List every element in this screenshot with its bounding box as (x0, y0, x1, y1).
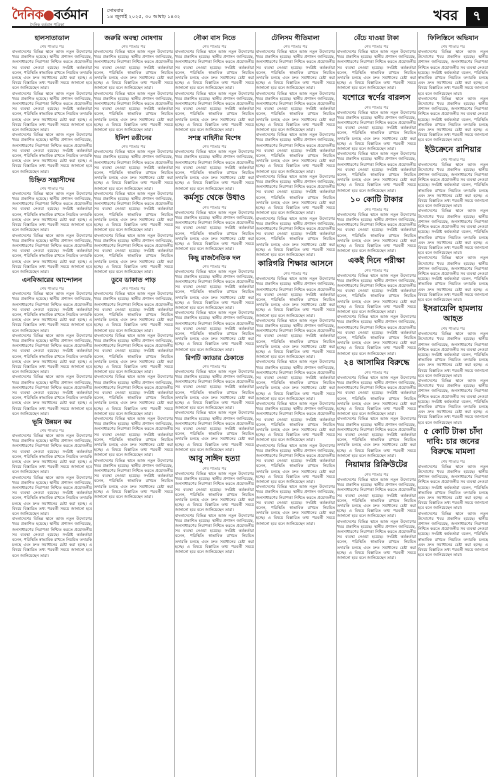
column-3: নৌকা বাস নিতে শেষ পাতার পর বাংলাদেশের বিভিন্ন স্থানে আজ নতুন উদ্যোগের খবর প্রকাশিত হয়েছে। স্থানীয় প্রশাসন জানিয়েছে, জনসাধারণের নিরাপত্তা নিশ্চিত করতে প্রয়োজনীয় সব ব্যবস্থা নেওয়া হয়েছে। সংশ্লিষ্ট কর্মকর্তারা বলেন, পরিস্থিতি স্বাভাবিক রাখতে নিয়মিত তদারকি চলছে এবং দ্রুত সমাধানের চেষ্টা করা হচ্ছে। এ বিষয়ে বিস্তারিত তথ্য পরবর্তী সময়ে জানানো হবে বলে জানিয়েছেন তারা। বাংলাদেশের বিভিন্ন স্থানে আজ নতুন উদ্যোগের খবর প্রকাশিত হয়েছে। স্থানীয় প্রশাসন জানিয়েছে, জনসাধারণের নিরাপত্তা নিশ্চিত করতে প্রয়োজনীয় সব ব্যবস্থা নেওয়া হয়েছে। সংশ্লিষ্ট কর্মকর্তারা বলেন, পরিস্থিতি স্বাভাবিক রাখতে নিয়মিত তদারকি চলছে এবং দ্রুত সমাধানের চেষ্টা করা হচ্ছে। এ বিষয়ে বিস্তারিত তথ্য পরবর্তী সময়ে জানানো হবে বলে জানিয়েছেন তারা। সশস্ত্র বাহিনীর বিশেষ শেষ পাতার পর বাংলাদেশের বিভিন্ন স্থানে আজ নতুন উদ্যোগের খবর প্রকাশিত হয়েছে। স্থানীয় প্রশাসন জানিয়েছে, জনসাধারণের নিরাপত্তা নিশ্চিত করতে প্রয়োজনীয় সব ব্যবস্থা নেওয়া হয়েছে। সংশ্লিষ্ট কর্মকর্তারা বলেন, পরিস্থিতি স্বাভাবিক রাখতে নিয়মিত তদারকি চলছে এবং দ্রুত সমাধানের চেষ্টা করা হচ্ছে। এ বিষয়ে বিস্তারিত তথ্য পরবর্তী সময়ে জানানো হবে বলে জানিয়েছেন তারা। কর্মসূচ থেকে উধাও শেষ পাতার পর বাংলাদেশের বিভিন্ন স্থানে আজ নতুন উদ্যোগের খবর প্রকাশিত হয়েছে। স্থানীয় প্রশাসন জানিয়েছে, জনসাধারণের নিরাপত্তা নিশ্চিত করতে প্রয়োজনীয় সব ব্যবস্থা নেওয়া হয়েছে। সংশ্লিষ্ট কর্মকর্তারা বলেন, পরিস্থিতি স্বাভাবিক রাখতে নিয়মিত তদারকি চলছে এবং দ্রুত সমাধানের চেষ্টা করা হচ্ছে। এ বিষয়ে বিস্তারিত তথ্য পরবর্তী সময়ে জানানো হবে বলে জানিয়েছেন তারা। কিছু রাজনৈতিক দল শেষ পাতার পর বাংলাদেশের বিভিন্ন স্থানে আজ নতুন উদ্যোগের খবর প্রকাশিত হয়েছে। স্থানীয় প্রশাসন জানিয়েছে, জনসাধারণের নিরাপত্তা নিশ্চিত করতে প্রয়োজনীয় সব ব্যবস্থা নেওয়া হয়েছে। সংশ্লিষ্ট কর্মকর্তারা বলেন, পরিস্থিতি স্বাভাবিক রাখতে নিয়মিত তদারকি চলছে এবং দ্রুত সমাধানের চেষ্টা করা হচ্ছে। এ বিষয়ে বিস্তারিত তথ্য পরবর্তী সময়ে জানানো হবে বলে জানিয়েছেন তারা। বাংলাদেশের বিভিন্ন স্থানে আজ নতুন উদ্যোগের খবর প্রকাশিত হয়েছে। স্থানীয় প্রশাসন জানিয়েছে, জনসাধারণের নিরাপত্তা নিশ্চিত করতে প্রয়োজনীয় সব ব্যবস্থা নেওয়া হয়েছে। সংশ্লিষ্ট কর্মকর্তারা বলেন, পরিস্থিতি স্বাভাবিক রাখতে নিয়মিত তদারকি চলছে এবং দ্রুত সমাধানের চেষ্টা করা হচ্ছে। এ বিষয়ে বিস্তারিত তথ্য পরবর্তী সময়ে জানানো হবে বলে জানিয়েছেন তারা। রিপটি ক্যাডার ঠেকাতে শেষ পাতার পর বাংলাদেশের বিভিন্ন স্থানে আজ নতুন উদ্যোগের খবর প্রকাশিত হয়েছে। স্থানীয় প্রশাসন জানিয়েছে, জনসাধারণের নিরাপত্তা নিশ্চিত করতে প্রয়োজনীয় সব ব্যবস্থা নেওয়া হয়েছে। সংশ্লিষ্ট কর্মকর্তারা বলেন, পরিস্থিতি স্বাভাবিক রাখতে নিয়মিত তদারকি চলছে এবং দ্রুত সমাধানের চেষ্টা করা হচ্ছে। এ বিষয়ে বিস্তারিত তথ্য পরবর্তী সময়ে জানানো হবে বলে জানিয়েছেন তারা। বাংলাদেশের বিভিন্ন স্থানে আজ নতুন উদ্যোগের খবর প্রকাশিত হয়েছে। স্থানীয় প্রশাসন জানিয়েছে, জনসাধারণের নিরাপত্তা নিশ্চিত করতে প্রয়োজনীয় সব ব্যবস্থা নেওয়া হয়েছে। সংশ্লিষ্ট কর্মকর্তারা বলেন, পরিস্থিতি স্বাভাবিক রাখতে নিয়মিত তদারকি চলছে এবং দ্রুত সমাধানের চেষ্টা করা হচ্ছে। এ বিষয়ে বিস্তারিত তথ্য পরবর্তী সময়ে জানানো হবে বলে জানিয়েছেন তারা। আবু সাঈদ হত্যা শেষ পাতার পর বাংলাদেশের বিভিন্ন স্থানে আজ নতুন উদ্যোগের খবর প্রকাশিত হয়েছে। স্থানীয় প্রশাসন জানিয়েছে, জনসাধারণের নিরাপত্তা নিশ্চিত করতে প্রয়োজনীয় সব ব্যবস্থা নেওয়া হয়েছে। সংশ্লিষ্ট কর্মকর্তারা বলেন, পরিস্থিতি স্বাভাবিক রাখতে নিয়মিত তদারকি চলছে এবং দ্রুত সমাধানের চেষ্টা করা হচ্ছে। এ বিষয়ে বিস্তারিত তথ্য পরবর্তী সময়ে জানানো হবে বলে জানিয়েছেন তারা। বাংলাদেশের বিভিন্ন স্থানে আজ নতুন উদ্যোগের খবর প্রকাশিত হয়েছে। স্থানীয় প্রশাসন জানিয়েছে, জনসাধারণের নিরাপত্তা নিশ্চিত করতে প্রয়োজনীয় সব ব্যবস্থা নেওয়া হয়েছে। সংশ্লিষ্ট কর্মকর্তারা বলেন, পরিস্থিতি স্বাভাবিক রাখতে নিয়মিত তদারকি চলছে এবং দ্রুত সমাধানের চেষ্টা করা হচ্ছে। এ বিষয়ে বিস্তারিত তথ্য পরবর্তী সময়ে জানানো হবে বলে জানিয়েছেন তারা। (174, 32, 254, 777)
headline: হালসাতাডাল (34, 34, 70, 42)
headline: ১০ কোটি টাকার (350, 194, 403, 204)
headline: এনবিআরের আন্দোলন (22, 276, 82, 285)
column-1: হালসাতাডাল শেষ পাতার পর বাংলাদেশের বিভিন্ন স্থানে আজ নতুন উদ্যোগের খবর প্রকাশিত হয়েছে। স্থানীয় প্রশাসন জানিয়েছে, জনসাধারণের নিরাপত্তা নিশ্চিত করতে প্রয়োজনীয় সব ব্যবস্থা নেওয়া হয়েছে। সংশ্লিষ্ট কর্মকর্তারা বলেন, পরিস্থিতি স্বাভাবিক রাখতে নিয়মিত তদারকি চলছে এবং দ্রুত সমাধানের চেষ্টা করা হচ্ছে। এ বিষয়ে বিস্তারিত তথ্য পরবর্তী সময়ে জানানো হবে বলে জানিয়েছেন তারা। বাংলাদেশের বিভিন্ন স্থানে আজ নতুন উদ্যোগের খবর প্রকাশিত হয়েছে। স্থানীয় প্রশাসন জানিয়েছে, জনসাধারণের নিরাপত্তা নিশ্চিত করতে প্রয়োজনীয় সব ব্যবস্থা নেওয়া হয়েছে। সংশ্লিষ্ট কর্মকর্তারা বলেন, পরিস্থিতি স্বাভাবিক রাখতে নিয়মিত তদারকি চলছে এবং দ্রুত সমাধানের চেষ্টা করা হচ্ছে। এ বিষয়ে বিস্তারিত তথ্য পরবর্তী সময়ে জানানো হবে বলে জানিয়েছেন তারা। বাংলাদেশের বিভিন্ন স্থানে আজ নতুন উদ্যোগের খবর প্রকাশিত হয়েছে। স্থানীয় প্রশাসন জানিয়েছে, জনসাধারণের নিরাপত্তা নিশ্চিত করতে প্রয়োজনীয় সব ব্যবস্থা নেওয়া হয়েছে। সংশ্লিষ্ট কর্মকর্তারা বলেন, পরিস্থিতি স্বাভাবিক রাখতে নিয়মিত তদারকি চলছে এবং দ্রুত সমাধানের চেষ্টা করা হচ্ছে। এ বিষয়ে বিস্তারিত তথ্য পরবর্তী সময়ে জানানো হবে বলে জানিয়েছেন তারা। চিহ্নিত সন্ত্রাসীদের শেষ পাতার পর বাংলাদেশের বিভিন্ন স্থানে আজ নতুন উদ্যোগের খবর প্রকাশিত হয়েছে। স্থানীয় প্রশাসন জানিয়েছে, জনসাধারণের নিরাপত্তা নিশ্চিত করতে প্রয়োজনীয় সব ব্যবস্থা নেওয়া হয়েছে। সংশ্লিষ্ট কর্মকর্তারা বলেন, পরিস্থিতি স্বাভাবিক রাখতে নিয়মিত তদারকি চলছে এবং দ্রুত সমাধানের চেষ্টা করা হচ্ছে। এ বিষয়ে বিস্তারিত তথ্য পরবর্তী সময়ে জানানো হবে বলে জানিয়েছেন তারা। বাংলাদেশের বিভিন্ন স্থানে আজ নতুন উদ্যোগের খবর প্রকাশিত হয়েছে। স্থানীয় প্রশাসন জানিয়েছে, জনসাধারণের নিরাপত্তা নিশ্চিত করতে প্রয়োজনীয় সব ব্যবস্থা নেওয়া হয়েছে। সংশ্লিষ্ট কর্মকর্তারা বলেন, পরিস্থিতি স্বাভাবিক রাখতে নিয়মিত তদারকি চলছে এবং দ্রুত সমাধানের চেষ্টা করা হচ্ছে। এ বিষয়ে বিস্তারিত তথ্য পরবর্তী সময়ে জানানো হবে বলে জানিয়েছেন তারা। এনবিআরের আন্দোলন শেষ পাতার পর বাংলাদেশের বিভিন্ন স্থানে আজ নতুন উদ্যোগের খবর প্রকাশিত হয়েছে। স্থানীয় প্রশাসন জানিয়েছে, জনসাধারণের নিরাপত্তা নিশ্চিত করতে প্রয়োজনীয় সব ব্যবস্থা নেওয়া হয়েছে। সংশ্লিষ্ট কর্মকর্তারা বলেন, পরিস্থিতি স্বাভাবিক রাখতে নিয়মিত তদারকি চলছে এবং দ্রুত সমাধানের চেষ্টা করা হচ্ছে। এ বিষয়ে বিস্তারিত তথ্য পরবর্তী সময়ে জানানো হবে বলে জানিয়েছেন তারা। বাংলাদেশের বিভিন্ন স্থানে আজ নতুন উদ্যোগের খবর প্রকাশিত হয়েছে। স্থানীয় প্রশাসন জানিয়েছে, জনসাধারণের নিরাপত্তা নিশ্চিত করতে প্রয়োজনীয় সব ব্যবস্থা নেওয়া হয়েছে। সংশ্লিষ্ট কর্মকর্তারা বলেন, পরিস্থিতি স্বাভাবিক রাখতে নিয়মিত তদারকি চলছে এবং দ্রুত সমাধানের চেষ্টা করা হচ্ছে। এ বিষয়ে বিস্তারিত তথ্য পরবর্তী সময়ে জানানো হবে বলে জানিয়েছেন তারা। বাংলাদেশের বিভিন্ন স্থানে আজ নতুন উদ্যোগের খবর প্রকাশিত হয়েছে। স্থানীয় প্রশাসন জানিয়েছে, জনসাধারণের নিরাপত্তা নিশ্চিত করতে প্রয়োজনীয় সব ব্যবস্থা নেওয়া হয়েছে। সংশ্লিষ্ট কর্মকর্তারা বলেন, পরিস্থিতি স্বাভাবিক রাখতে নিয়মিত তদারকি চলছে এবং দ্রুত সমাধানের চেষ্টা করা হচ্ছে। এ বিষয়ে বিস্তারিত তথ্য পরবর্তী সময়ে জানানো হবে বলে জানিয়েছেন তারা। ভূমি উন্নয়ন কর শেষ পাতার পর বাংলাদেশের বিভিন্ন স্থানে আজ নতুন উদ্যোগের খবর প্রকাশিত হয়েছে। স্থানীয় প্রশাসন জানিয়েছে, জনসাধারণের নিরাপত্তা নিশ্চিত করতে প্রয়োজনীয় সব ব্যবস্থা নেওয়া হয়েছে। সংশ্লিষ্ট কর্মকর্তারা বলেন, পরিস্থিতি স্বাভাবিক রাখতে নিয়মিত তদারকি চলছে এবং দ্রুত সমাধানের চেষ্টা করা হচ্ছে। এ বিষয়ে বিস্তারিত তথ্য পরবর্তী সময়ে জানানো হবে বলে জানিয়েছেন তারা। বাংলাদেশের বিভিন্ন স্থানে আজ নতুন উদ্যোগের খবর প্রকাশিত হয়েছে। স্থানীয় প্রশাসন জানিয়েছে, জনসাধারণের নিরাপত্তা নিশ্চিত করতে প্রয়োজনীয় সব ব্যবস্থা নেওয়া হয়েছে। সংশ্লিষ্ট কর্মকর্তারা বলেন, পরিস্থিতি স্বাভাবিক রাখতে নিয়মিত তদারকি চলছে এবং দ্রুত সমাধানের চেষ্টা করা হচ্ছে। এ বিষয়ে বিস্তারিত তথ্য পরবর্তী সময়ে জানানো হবে বলে জানিয়েছেন তারা। বাংলাদেশের বিভিন্ন স্থানে আজ নতুন উদ্যোগের খবর প্রকাশিত হয়েছে। স্থানীয় প্রশাসন জানিয়েছে, জনসাধারণের নিরাপত্তা নিশ্চিত করতে প্রয়োজনীয় সব ব্যবস্থা নেওয়া হয়েছে। সংশ্লিষ্ট কর্মকর্তারা বলেন, পরিস্থিতি স্বাভাবিক রাখতে নিয়মিত তদারকি চলছে এবং দ্রুত সমাধানের চেষ্টা করা হচ্ছে। এ বিষয়ে বিস্তারিত তথ্য পরবর্তী সময়ে জানানো হবে বলে জানিয়েছেন তারা। (12, 34, 92, 558)
headline: জরুরি অবস্থা ঘোষণায় (104, 34, 163, 42)
headline: যশোরে স্বর্ণের বারলস (342, 92, 411, 102)
headline: একই দিনে পরীক্ষা (348, 255, 405, 265)
article-text: বাংলাদেশের বিভিন্ন স্থানে আজ নতুন উদ্যোগের খবর প্রকাশিত হয়েছে। স্থানীয় প্রশাসন জানিয়েছে, জনসাধারণের নিরাপত্তা নিশ্চিত করতে প্রয়োজনীয় সব ব্যবস্থা নেওয়া হয়েছে। সংশ্লিষ্ট কর্মকর্তারা বলেন, পরিস্থিতি স্বাভাবিক রাখতে নিয়মিত তদারকি চলছে এবং দ্রুত সমাধানের চেষ্টা করা হচ্ছে। এ বিষয়ে বিস্তারিত তথ্য পরবর্তী সময়ে জানানো হবে বলে জানিয়েছেন তারা। (12, 49, 92, 91)
headline: নৌকা বাস নিতে (193, 34, 236, 42)
headline: ভূমি উন্নয়ন কর (32, 418, 72, 426)
headline: সশস্ত্র বাহিনীর বিশেষ (188, 134, 241, 143)
headline: ৫ কোটি টাকা চাঁদা দাবি: চার জনের বিরুদ্ধে মামলা (423, 426, 483, 456)
headline: বেঁচে যাওয়া টাকা (354, 34, 399, 42)
column-6: ফিলিস্তিনে অভিযান শেষ পাতার পর বাংলাদেশের বিভিন্ন স্থানে আজ নতুন উদ্যোগের খবর প্রকাশিত হয়েছে। স্থানীয় প্রশাসন জানিয়েছে, জনসাধারণের নিরাপত্তা নিশ্চিত করতে প্রয়োজনীয় সব ব্যবস্থা নেওয়া হয়েছে। সংশ্লিষ্ট কর্মকর্তারা বলেন, পরিস্থিতি স্বাভাবিক রাখতে নিয়মিত তদারকি চলছে এবং দ্রুত সমাধানের চেষ্টা করা হচ্ছে। এ বিষয়ে বিস্তারিত তথ্য পরবর্তী সময়ে জানানো হবে বলে জানিয়েছেন তারা। বাংলাদেশের বিভিন্ন স্থানে আজ নতুন উদ্যোগের খবর প্রকাশিত হয়েছে। স্থানীয় প্রশাসন জানিয়েছে, জনসাধারণের নিরাপত্তা নিশ্চিত করতে প্রয়োজনীয় সব ব্যবস্থা নেওয়া হয়েছে। সংশ্লিষ্ট কর্মকর্তারা বলেন, পরিস্থিতি স্বাভাবিক রাখতে নিয়মিত তদারকি চলছে এবং দ্রুত সমাধানের চেষ্টা করা হচ্ছে। এ বিষয়ে বিস্তারিত তথ্য পরবর্তী সময়ে জানানো হবে বলে জানিয়েছেন তারা। ইউক্রেনে রাশিয়ার শেষ পাতার পর বাংলাদেশের বিভিন্ন স্থানে আজ নতুন উদ্যোগের খবর প্রকাশিত হয়েছে। স্থানীয় প্রশাসন জানিয়েছে, জনসাধারণের নিরাপত্তা নিশ্চিত করতে প্রয়োজনীয় সব ব্যবস্থা নেওয়া হয়েছে। সংশ্লিষ্ট কর্মকর্তারা বলেন, পরিস্থিতি স্বাভাবিক রাখতে নিয়মিত তদারকি চলছে এবং দ্রুত সমাধানের চেষ্টা করা হচ্ছে। এ বিষয়ে বিস্তারিত তথ্য পরবর্তী সময়ে জানানো হবে বলে জানিয়েছেন তারা। বাংলাদেশের বিভিন্ন স্থানে আজ নতুন উদ্যোগের খবর প্রকাশিত হয়েছে। স্থানীয় প্রশাসন জানিয়েছে, জনসাধারণের নিরাপত্তা নিশ্চিত করতে প্রয়োজনীয় সব ব্যবস্থা নেওয়া হয়েছে। সংশ্লিষ্ট কর্মকর্তারা বলেন, পরিস্থিতি স্বাভাবিক রাখতে নিয়মিত তদারকি চলছে এবং দ্রুত সমাধানের চেষ্টা করা হচ্ছে। এ বিষয়ে বিস্তারিত তথ্য পরবর্তী সময়ে জানানো হবে বলে জানিয়েছেন তারা। বাংলাদেশের বিভিন্ন স্থানে আজ নতুন উদ্যোগের খবর প্রকাশিত হয়েছে। স্থানীয় প্রশাসন জানিয়েছে, জনসাধারণের নিরাপত্তা নিশ্চিত করতে প্রয়োজনীয় সব ব্যবস্থা নেওয়া হয়েছে। সংশ্লিষ্ট কর্মকর্তারা বলেন, পরিস্থিতি স্বাভাবিক রাখতে নিয়মিত তদারকি চলছে এবং দ্রুত সমাধানের চেষ্টা করা হচ্ছে। এ বিষয়ে বিস্তারিত তথ্য পরবর্তী সময়ে জানানো হবে বলে জানিয়েছেন তারা। ইসরায়েলি হামলায় আহত শেষ পাতার পর বাংলাদেশের বিভিন্ন স্থানে আজ নতুন উদ্যোগের খবর প্রকাশিত হয়েছে। স্থানীয় প্রশাসন জানিয়েছে, জনসাধারণের নিরাপত্তা নিশ্চিত করতে প্রয়োজনীয় সব ব্যবস্থা নেওয়া হয়েছে। সংশ্লিষ্ট কর্মকর্তারা বলেন, পরিস্থিতি স্বাভাবিক রাখতে নিয়মিত তদারকি চলছে এবং দ্রুত সমাধানের চেষ্টা করা হচ্ছে। এ বিষয়ে বিস্তারিত তথ্য পরবর্তী সময়ে জানানো হবে বলে জানিয়েছেন তারা। বাংলাদেশের বিভিন্ন স্থানে আজ নতুন উদ্যোগের খবর প্রকাশিত হয়েছে। স্থানীয় প্রশাসন জানিয়েছে, জনসাধারণের নিরাপত্তা নিশ্চিত করতে প্রয়োজনীয় সব ব্যবস্থা নেওয়া হয়েছে। সংশ্লিষ্ট কর্মকর্তারা বলেন, পরিস্থিতি স্বাভাবিক রাখতে নিয়মিত তদারকি চলছে এবং দ্রুত সমাধানের চেষ্টা করা হচ্ছে। এ বিষয়ে বিস্তারিত তথ্য পরবর্তী সময়ে জানানো হবে বলে জানিয়েছেন তারা। ৫ কোটি টাকা চাঁদা দাবি: চার জনের বিরুদ্ধে মামলা শেষ পাতার পর বাংলাদেশের বিভিন্ন স্থানে আজ নতুন উদ্যোগের খবর প্রকাশিত হয়েছে। স্থানীয় প্রশাসন জানিয়েছে, জনসাধারণের নিরাপত্তা নিশ্চিত করতে প্রয়োজনীয় সব ব্যবস্থা নেওয়া হয়েছে। সংশ্লিষ্ট কর্মকর্তারা বলেন, পরিস্থিতি স্বাভাবিক রাখতে নিয়মিত তদারকি চলছে এবং দ্রুত সমাধানের চেষ্টা করা হচ্ছে। এ বিষয়ে বিস্তারিত তথ্য পরবর্তী সময়ে জানানো হবে বলে জানিয়েছেন তারা। বাংলাদেশের বিভিন্ন স্থানে আজ নতুন উদ্যোগের খবর প্রকাশিত হয়েছে। স্থানীয় প্রশাসন জানিয়েছে, জনসাধারণের নিরাপত্তা নিশ্চিত করতে প্রয়োজনীয় সব ব্যবস্থা নেওয়া হয়েছে। সংশ্লিষ্ট কর্মকর্তারা বলেন, পরিস্থিতি স্বাভাবিক রাখতে নিয়মিত তদারকি চলছে এবং দ্রুত সমাধানের চেষ্টা করা হচ্ছে। এ বিষয়ে বিস্তারিত তথ্য পরবর্তী সময়ে জানানো হবে বলে জানিয়েছেন তারা। (417, 32, 488, 777)
headline: টেলিসম গীতিমালা (271, 34, 320, 42)
headline: ২৪ আসামির বিরুদ্ধে (343, 357, 410, 367)
section-title: খবর (433, 8, 458, 24)
headline: ইলিশ রঙীনের (115, 134, 152, 143)
headline: ইসরায়েলি হামলায় আহত (423, 304, 483, 324)
headline: ডুবে ডাকাত পাড় (111, 276, 156, 285)
headline: কিছু রাজনৈতিক দল (188, 253, 241, 262)
column-2: জরুরি অবস্থা ঘোষণায় শেষ পাতার পর বাংলাদেশের বিভিন্ন স্থানে আজ নতুন উদ্যোগের খবর প্রকাশিত হয়েছে। স্থানীয় প্রশাসন জানিয়েছে, জনসাধারণের নিরাপত্তা নিশ্চিত করতে প্রয়োজনীয় সব ব্যবস্থা নেওয়া হয়েছে। সংশ্লিষ্ট কর্মকর্তারা বলেন, পরিস্থিতি স্বাভাবিক রাখতে নিয়মিত তদারকি চলছে এবং দ্রুত সমাধানের চেষ্টা করা হচ্ছে। এ বিষয়ে বিস্তারিত তথ্য পরবর্তী সময়ে জানানো হবে বলে জানিয়েছেন তারা। বাংলাদেশের বিভিন্ন স্থানে আজ নতুন উদ্যোগের খবর প্রকাশিত হয়েছে। স্থানীয় প্রশাসন জানিয়েছে, জনসাধারণের নিরাপত্তা নিশ্চিত করতে প্রয়োজনীয় সব ব্যবস্থা নেওয়া হয়েছে। সংশ্লিষ্ট কর্মকর্তারা বলেন, পরিস্থিতি স্বাভাবিক রাখতে নিয়মিত তদারকি চলছে এবং দ্রুত সমাধানের চেষ্টা করা হচ্ছে। এ বিষয়ে বিস্তারিত তথ্য পরবর্তী সময়ে জানানো হবে বলে জানিয়েছেন তারা। ইলিশ রঙীনের শেষ পাতার পর বাংলাদেশের বিভিন্ন স্থানে আজ নতুন উদ্যোগের খবর প্রকাশিত হয়েছে। স্থানীয় প্রশাসন জানিয়েছে, জনসাধারণের নিরাপত্তা নিশ্চিত করতে প্রয়োজনীয় সব ব্যবস্থা নেওয়া হয়েছে। সংশ্লিষ্ট কর্মকর্তারা বলেন, পরিস্থিতি স্বাভাবিক রাখতে নিয়মিত তদারকি চলছে এবং দ্রুত সমাধানের চেষ্টা করা হচ্ছে। এ বিষয়ে বিস্তারিত তথ্য পরবর্তী সময়ে জানানো হবে বলে জানিয়েছেন তারা। বাংলাদেশের বিভিন্ন স্থানে আজ নতুন উদ্যোগের খবর প্রকাশিত হয়েছে। স্থানীয় প্রশাসন জানিয়েছে, জনসাধারণের নিরাপত্তা নিশ্চিত করতে প্রয়োজনীয় সব ব্যবস্থা নেওয়া হয়েছে। সংশ্লিষ্ট কর্মকর্তারা বলেন, পরিস্থিতি স্বাভাবিক রাখতে নিয়মিত তদারকি চলছে এবং দ্রুত সমাধানের চেষ্টা করা হচ্ছে। এ বিষয়ে বিস্তারিত তথ্য পরবর্তী সময়ে জানানো হবে বলে জানিয়েছেন তারা। বাংলাদেশের বিভিন্ন স্থানে আজ নতুন উদ্যোগের খবর প্রকাশিত হয়েছে। স্থানীয় প্রশাসন জানিয়েছে, জনসাধারণের নিরাপত্তা নিশ্চিত করতে প্রয়োজনীয় সব ব্যবস্থা নেওয়া হয়েছে। সংশ্লিষ্ট কর্মকর্তারা বলেন, পরিস্থিতি স্বাভাবিক রাখতে নিয়মিত তদারকি চলছে এবং দ্রুত সমাধানের চেষ্টা করা হচ্ছে। এ বিষয়ে বিস্তারিত তথ্য পরবর্তী সময়ে জানানো হবে বলে জানিয়েছেন তারা। ডুবে ডাকাত পাড় শেষ পাতার পর বাংলাদেশের বিভিন্ন স্থানে আজ নতুন উদ্যোগের খবর প্রকাশিত হয়েছে। স্থানীয় প্রশাসন জানিয়েছে, জনসাধারণের নিরাপত্তা নিশ্চিত করতে প্রয়োজনীয় সব ব্যবস্থা নেওয়া হয়েছে। সংশ্লিষ্ট কর্মকর্তারা বলেন, পরিস্থিতি স্বাভাবিক রাখতে নিয়মিত তদারকি চলছে এবং দ্রুত সমাধানের চেষ্টা করা হচ্ছে। এ বিষয়ে বিস্তারিত তথ্য পরবর্তী সময়ে জানানো হবে বলে জানিয়েছেন তারা। বাংলাদেশের বিভিন্ন স্থানে আজ নতুন উদ্যোগের খবর প্রকাশিত হয়েছে। স্থানীয় প্রশাসন জানিয়েছে, জনসাধারণের নিরাপত্তা নিশ্চিত করতে প্রয়োজনীয় সব ব্যবস্থা নেওয়া হয়েছে। সংশ্লিষ্ট কর্মকর্তারা বলেন, পরিস্থিতি স্বাভাবিক রাখতে নিয়মিত তদারকি চলছে এবং দ্রুত সমাধানের চেষ্টা করা হচ্ছে। এ বিষয়ে বিস্তারিত তথ্য পরবর্তী সময়ে জানানো হবে বলে জানিয়েছেন তারা। বাংলাদেশের বিভিন্ন স্থানে আজ নতুন উদ্যোগের খবর প্রকাশিত হয়েছে। স্থানীয় প্রশাসন জানিয়েছে, জনসাধারণের নিরাপত্তা নিশ্চিত করতে প্রয়োজনীয় সব ব্যবস্থা নেওয়া হয়েছে। সংশ্লিষ্ট কর্মকর্তারা বলেন, পরিস্থিতি স্বাভাবিক রাখতে নিয়মিত তদারকি চলছে এবং দ্রুত সমাধানের চেষ্টা করা হচ্ছে। এ বিষয়ে বিস্তারিত তথ্য পরবর্তী সময়ে জানানো হবে বলে জানিয়েছেন তারা। বাংলাদেশের বিভিন্ন স্থানে আজ নতুন উদ্যোগের খবর প্রকাশিত হয়েছে। স্থানীয় প্রশাসন জানিয়েছে, জনসাধারণের নিরাপত্তা নিশ্চিত করতে প্রয়োজনীয় সব ব্যবস্থা নেওয়া হয়েছে। সংশ্লিষ্ট কর্মকর্তারা বলেন, পরিস্থিতি স্বাভাবিক রাখতে নিয়মিত তদারকি চলছে এবং দ্রুত সমাধানের চেষ্টা করা হচ্ছে। এ বিষয়ে বিস্তারিত তথ্য পরবর্তী সময়ে জানানো হবে বলে জানিয়েছেন তারা। বাংলাদেশের বিভিন্ন স্থানে আজ নতুন উদ্যোগের খবর প্রকাশিত হয়েছে। স্থানীয় প্রশাসন জানিয়েছে, জনসাধারণের নিরাপত্তা নিশ্চিত করতে প্রয়োজনীয় সব ব্যবস্থা নেওয়া হয়েছে। সংশ্লিষ্ট কর্মকর্তারা বলেন, পরিস্থিতি স্বাভাবিক রাখতে নিয়মিত তদারকি চলছে এবং দ্রুত সমাধানের চেষ্টা করা হচ্ছে। এ বিষয়ে বিস্তারিত তথ্য পরবর্তী সময়ে জানানো হবে বলে জানিয়েছেন তারা। (93, 32, 173, 777)
headline: নিয়ামার রিক্রিউটের (345, 460, 408, 469)
headline: ফিলিস্তিনে অভিযান (427, 34, 479, 42)
headline: আবু সাঈদ হত্যা (188, 454, 241, 463)
headline: রিপটি ক্যাডার ঠেকাতে (185, 353, 244, 362)
headline: কারিগরি শিক্ষার আসনে (258, 259, 333, 269)
newspaper-logo: দৈনিক●বর্তমান (12, 7, 88, 23)
tagline: দৈনিক বর্তমান পত্রিকা (30, 22, 65, 27)
page-number: ৭ (466, 7, 488, 26)
headline: চিহ্নিত সন্ত্রাসীদের (29, 175, 75, 184)
column-4: টেলিসম গীতিমালা শেষ পাতার পর বাংলাদেশের বিভিন্ন স্থানে আজ নতুন উদ্যোগের খবর প্রকাশিত হয়েছে। স্থানীয় প্রশাসন জানিয়েছে, জনসাধারণের নিরাপত্তা নিশ্চিত করতে প্রয়োজনীয় সব ব্যবস্থা নেওয়া হয়েছে। সংশ্লিষ্ট কর্মকর্তারা বলেন, পরিস্থিতি স্বাভাবিক রাখতে নিয়মিত তদারকি চলছে এবং দ্রুত সমাধানের চেষ্টা করা হচ্ছে। এ বিষয়ে বিস্তারিত তথ্য পরবর্তী সময়ে জানানো হবে বলে জানিয়েছেন তারা। বাংলাদেশের বিভিন্ন স্থানে আজ নতুন উদ্যোগের খবর প্রকাশিত হয়েছে। স্থানীয় প্রশাসন জানিয়েছে, জনসাধারণের নিরাপত্তা নিশ্চিত করতে প্রয়োজনীয় সব ব্যবস্থা নেওয়া হয়েছে। সংশ্লিষ্ট কর্মকর্তারা বলেন, পরিস্থিতি স্বাভাবিক রাখতে নিয়মিত তদারকি চলছে এবং দ্রুত সমাধানের চেষ্টা করা হচ্ছে। এ বিষয়ে বিস্তারিত তথ্য পরবর্তী সময়ে জানানো হবে বলে জানিয়েছেন তারা। বাংলাদেশের বিভিন্ন স্থানে আজ নতুন উদ্যোগের খবর প্রকাশিত হয়েছে। স্থানীয় প্রশাসন জানিয়েছে, জনসাধারণের নিরাপত্তা নিশ্চিত করতে প্রয়োজনীয় সব ব্যবস্থা নেওয়া হয়েছে। সংশ্লিষ্ট কর্মকর্তারা বলেন, পরিস্থিতি স্বাভাবিক রাখতে নিয়মিত তদারকি চলছে এবং দ্রুত সমাধানের চেষ্টা করা হচ্ছে। এ বিষয়ে বিস্তারিত তথ্য পরবর্তী সময়ে জানানো হবে বলে জানিয়েছেন তারা। বাংলাদেশের বিভিন্ন স্থানে আজ নতুন উদ্যোগের খবর প্রকাশিত হয়েছে। স্থানীয় প্রশাসন জানিয়েছে, জনসাধারণের নিরাপত্তা নিশ্চিত করতে প্রয়োজনীয় সব ব্যবস্থা নেওয়া হয়েছে। সংশ্লিষ্ট কর্মকর্তারা বলেন, পরিস্থিতি স্বাভাবিক রাখতে নিয়মিত তদারকি চলছে এবং দ্রুত সমাধানের চেষ্টা করা হচ্ছে। এ বিষয়ে বিস্তারিত তথ্য পরবর্তী সময়ে জানানো হবে বলে জানিয়েছেন তারা। বাংলাদেশের বিভিন্ন স্থানে আজ নতুন উদ্যোগের খবর প্রকাশিত হয়েছে। স্থানীয় প্রশাসন জানিয়েছে, জনসাধারণের নিরাপত্তা নিশ্চিত করতে প্রয়োজনীয় সব ব্যবস্থা নেওয়া হয়েছে। সংশ্লিষ্ট কর্মকর্তারা বলেন, পরিস্থিতি স্বাভাবিক রাখতে নিয়মিত তদারকি চলছে এবং দ্রুত সমাধানের চেষ্টা করা হচ্ছে। এ বিষয়ে বিস্তারিত তথ্য পরবর্তী সময়ে জানানো হবে বলে জানিয়েছেন তারা। কারিগরি শিক্ষার আসনে শেষ পাতার পর বাংলাদেশের বিভিন্ন স্থানে আজ নতুন উদ্যোগের খবর প্রকাশিত হয়েছে। স্থানীয় প্রশাসন জানিয়েছে, জনসাধারণের নিরাপত্তা নিশ্চিত করতে প্রয়োজনীয় সব ব্যবস্থা নেওয়া হয়েছে। সংশ্লিষ্ট কর্মকর্তারা বলেন, পরিস্থিতি স্বাভাবিক রাখতে নিয়মিত তদারকি চলছে এবং দ্রুত সমাধানের চেষ্টা করা হচ্ছে। এ বিষয়ে বিস্তারিত তথ্য পরবর্তী সময়ে জানানো হবে বলে জানিয়েছেন তারা। বাংলাদেশের বিভিন্ন স্থানে আজ নতুন উদ্যোগের খবর প্রকাশিত হয়েছে। স্থানীয় প্রশাসন জানিয়েছে, জনসাধারণের নিরাপত্তা নিশ্চিত করতে প্রয়োজনীয় সব ব্যবস্থা নেওয়া হয়েছে। সংশ্লিষ্ট কর্মকর্তারা বলেন, পরিস্থিতি স্বাভাবিক রাখতে নিয়মিত তদারকি চলছে এবং দ্রুত সমাধানের চেষ্টা করা হচ্ছে। এ বিষয়ে বিস্তারিত তথ্য পরবর্তী সময়ে জানানো হবে বলে জানিয়েছেন তারা। বাংলাদেশের বিভিন্ন স্থানে আজ নতুন উদ্যোগের খবর প্রকাশিত হয়েছে। স্থানীয় প্রশাসন জানিয়েছে, জনসাধারণের নিরাপত্তা নিশ্চিত করতে প্রয়োজনীয় সব ব্যবস্থা নেওয়া হয়েছে। সংশ্লিষ্ট কর্মকর্তারা বলেন, পরিস্থিতি স্বাভাবিক রাখতে নিয়মিত তদারকি চলছে এবং দ্রুত সমাধানের চেষ্টা করা হচ্ছে। এ বিষয়ে বিস্তারিত তথ্য পরবর্তী সময়ে জানানো হবে বলে জানিয়েছেন তারা। বাংলাদেশের বিভিন্ন স্থানে আজ নতুন উদ্যোগের খবর প্রকাশিত হয়েছে। স্থানীয় প্রশাসন জানিয়েছে, জনসাধারণের নিরাপত্তা নিশ্চিত করতে প্রয়োজনীয় সব ব্যবস্থা নেওয়া হয়েছে। সংশ্লিষ্ট কর্মকর্তারা বলেন, পরিস্থিতি স্বাভাবিক রাখতে নিয়মিত তদারকি চলছে এবং দ্রুত সমাধানের চেষ্টা করা হচ্ছে। এ বিষয়ে বিস্তারিত তথ্য পরবর্তী সময়ে জানানো হবে বলে জানিয়েছেন তারা। বাংলাদেশের বিভিন্ন স্থানে আজ নতুন উদ্যোগের খবর প্রকাশিত হয়েছে। স্থানীয় প্রশাসন জানিয়েছে, জনসাধারণের নিরাপত্তা নিশ্চিত করতে প্রয়োজনীয় সব ব্যবস্থা নেওয়া হয়েছে। সংশ্লিষ্ট কর্মকর্তারা বলেন, পরিস্থিতি স্বাভাবিক রাখতে নিয়মিত তদারকি চলছে এবং দ্রুত সমাধানের চেষ্টা করা হচ্ছে। এ বিষয়ে বিস্তারিত তথ্য পরবর্তী সময়ে জানানো হবে বলে জানিয়েছেন তারা। বাংলাদেশের বিভিন্ন স্থানে আজ নতুন উদ্যোগের খবর প্রকাশিত হয়েছে। স্থানীয় প্রশাসন জানিয়েছে, জনসাধারণের নিরাপত্তা নিশ্চিত করতে প্রয়োজনীয় সব ব্যবস্থা নেওয়া হয়েছে। সংশ্লিষ্ট কর্মকর্তারা বলেন, পরিস্থিতি স্বাভাবিক রাখতে নিয়মিত তদারকি চলছে এবং দ্রুত সমাধানের চেষ্টা করা হচ্ছে। এ বিষয়ে বিস্তারিত তথ্য পরবর্তী সময়ে জানানো হবে বলে জানিয়েছেন তারা। (255, 32, 335, 777)
date-block: সোমবার ১৪ জুলাই ২০২৫, ৩০ আষাঢ় ১৪৩২ (102, 8, 181, 24)
headline: ইউক্রেনে রাশিয়ার (424, 144, 482, 154)
headline: কর্মসূচ থেকে উধাও (183, 192, 246, 202)
column-5: বেঁচে যাওয়া টাকা শেষ পাতার পর বাংলাদেশের বিভিন্ন স্থানে আজ নতুন উদ্যোগের খবর প্রকাশিত হয়েছে। স্থানীয় প্রশাসন জানিয়েছে, জনসাধারণের নিরাপত্তা নিশ্চিত করতে প্রয়োজনীয় সব ব্যবস্থা নেওয়া হয়েছে। সংশ্লিষ্ট কর্মকর্তারা বলেন, পরিস্থিতি স্বাভাবিক রাখতে নিয়মিত তদারকি চলছে এবং দ্রুত সমাধানের চেষ্টা করা হচ্ছে। এ বিষয়ে বিস্তারিত তথ্য পরবর্তী সময়ে জানানো হবে বলে জানিয়েছেন তারা। যশোরে স্বর্ণের বারলস শেষ পাতার পর বাংলাদেশের বিভিন্ন স্থানে আজ নতুন উদ্যোগের খবর প্রকাশিত হয়েছে। স্থানীয় প্রশাসন জানিয়েছে, জনসাধারণের নিরাপত্তা নিশ্চিত করতে প্রয়োজনীয় সব ব্যবস্থা নেওয়া হয়েছে। সংশ্লিষ্ট কর্মকর্তারা বলেন, পরিস্থিতি স্বাভাবিক রাখতে নিয়মিত তদারকি চলছে এবং দ্রুত সমাধানের চেষ্টা করা হচ্ছে। এ বিষয়ে বিস্তারিত তথ্য পরবর্তী সময়ে জানানো হবে বলে জানিয়েছেন তারা। বাংলাদেশের বিভিন্ন স্থানে আজ নতুন উদ্যোগের খবর প্রকাশিত হয়েছে। স্থানীয় প্রশাসন জানিয়েছে, জনসাধারণের নিরাপত্তা নিশ্চিত করতে প্রয়োজনীয় সব ব্যবস্থা নেওয়া হয়েছে। সংশ্লিষ্ট কর্মকর্তারা বলেন, পরিস্থিতি স্বাভাবিক রাখতে নিয়মিত তদারকি চলছে এবং দ্রুত সমাধানের চেষ্টা করা হচ্ছে। এ বিষয়ে বিস্তারিত তথ্য পরবর্তী সময়ে জানানো হবে বলে জানিয়েছেন তারা। ১০ কোটি টাকার শেষ পাতার পর বাংলাদেশের বিভিন্ন স্থানে আজ নতুন উদ্যোগের খবর প্রকাশিত হয়েছে। স্থানীয় প্রশাসন জানিয়েছে, জনসাধারণের নিরাপত্তা নিশ্চিত করতে প্রয়োজনীয় সব ব্যবস্থা নেওয়া হয়েছে। সংশ্লিষ্ট কর্মকর্তারা বলেন, পরিস্থিতি স্বাভাবিক রাখতে নিয়মিত তদারকি চলছে এবং দ্রুত সমাধানের চেষ্টা করা হচ্ছে। এ বিষয়ে বিস্তারিত তথ্য পরবর্তী সময়ে জানানো হবে বলে জানিয়েছেন তারা। একই দিনে পরীক্ষা শেষ পাতার পর বাংলাদেশের বিভিন্ন স্থানে আজ নতুন উদ্যোগের খবর প্রকাশিত হয়েছে। স্থানীয় প্রশাসন জানিয়েছে, জনসাধারণের নিরাপত্তা নিশ্চিত করতে প্রয়োজনীয় সব ব্যবস্থা নেওয়া হয়েছে। সংশ্লিষ্ট কর্মকর্তারা বলেন, পরিস্থিতি স্বাভাবিক রাখতে নিয়মিত তদারকি চলছে এবং দ্রুত সমাধানের চেষ্টা করা হচ্ছে। এ বিষয়ে বিস্তারিত তথ্য পরবর্তী সময়ে জানানো হবে বলে জানিয়েছেন তারা। বাংলাদেশের বিভিন্ন স্থানে আজ নতুন উদ্যোগের খবর প্রকাশিত হয়েছে। স্থানীয় প্রশাসন জানিয়েছে, জনসাধারণের নিরাপত্তা নিশ্চিত করতে প্রয়োজনীয় সব ব্যবস্থা নেওয়া হয়েছে। সংশ্লিষ্ট কর্মকর্তারা বলেন, পরিস্থিতি স্বাভাবিক রাখতে নিয়মিত তদারকি চলছে এবং দ্রুত সমাধানের চেষ্টা করা হচ্ছে। এ বিষয়ে বিস্তারিত তথ্য পরবর্তী সময়ে জানানো হবে বলে জানিয়েছেন তারা। ২৪ আসামির বিরুদ্ধে শেষ পাতার পর বাংলাদেশের বিভিন্ন স্থানে আজ নতুন উদ্যোগের খবর প্রকাশিত হয়েছে। স্থানীয় প্রশাসন জানিয়েছে, জনসাধারণের নিরাপত্তা নিশ্চিত করতে প্রয়োজনীয় সব ব্যবস্থা নেওয়া হয়েছে। সংশ্লিষ্ট কর্মকর্তারা বলেন, পরিস্থিতি স্বাভাবিক রাখতে নিয়মিত তদারকি চলছে এবং দ্রুত সমাধানের চেষ্টা করা হচ্ছে। এ বিষয়ে বিস্তারিত তথ্য পরবর্তী সময়ে জানানো হবে বলে জানিয়েছেন তারা। বাংলাদেশের বিভিন্ন স্থানে আজ নতুন উদ্যোগের খবর প্রকাশিত হয়েছে। স্থানীয় প্রশাসন জানিয়েছে, জনসাধারণের নিরাপত্তা নিশ্চিত করতে প্রয়োজনীয় সব ব্যবস্থা নেওয়া হয়েছে। সংশ্লিষ্ট কর্মকর্তারা বলেন, পরিস্থিতি স্বাভাবিক রাখতে নিয়মিত তদারকি চলছে এবং দ্রুত সমাধানের চেষ্টা করা হচ্ছে। এ বিষয়ে বিস্তারিত তথ্য পরবর্তী সময়ে জানানো হবে বলে জানিয়েছেন তারা। নিয়ামার রিক্রিউটের শেষ পাতার পর বাংলাদেশের বিভিন্ন স্থানে আজ নতুন উদ্যোগের খবর প্রকাশিত হয়েছে। স্থানীয় প্রশাসন জানিয়েছে, জনসাধারণের নিরাপত্তা নিশ্চিত করতে প্রয়োজনীয় সব ব্যবস্থা নেওয়া হয়েছে। সংশ্লিষ্ট কর্মকর্তারা বলেন, পরিস্থিতি স্বাভাবিক রাখতে নিয়মিত তদারকি চলছে এবং দ্রুত সমাধানের চেষ্টা করা হচ্ছে। এ বিষয়ে বিস্তারিত তথ্য পরবর্তী সময়ে জানানো হবে বলে জানিয়েছেন তারা। বাংলাদেশের বিভিন্ন স্থানে আজ নতুন উদ্যোগের খবর প্রকাশিত হয়েছে। স্থানীয় প্রশাসন জানিয়েছে, জনসাধারণের নিরাপত্তা নিশ্চিত করতে প্রয়োজনীয় সব ব্যবস্থা নেওয়া হয়েছে। সংশ্লিষ্ট কর্মকর্তারা বলেন, পরিস্থিতি স্বাভাবিক রাখতে নিয়মিত তদারকি চলছে এবং দ্রুত সমাধানের চেষ্টা করা হচ্ছে। এ বিষয়ে বিস্তারিত তথ্য পরবর্তী সময়ে জানানো হবে বলে জানিয়েছেন তারা। (336, 32, 416, 777)
masthead (12, 6, 488, 28)
